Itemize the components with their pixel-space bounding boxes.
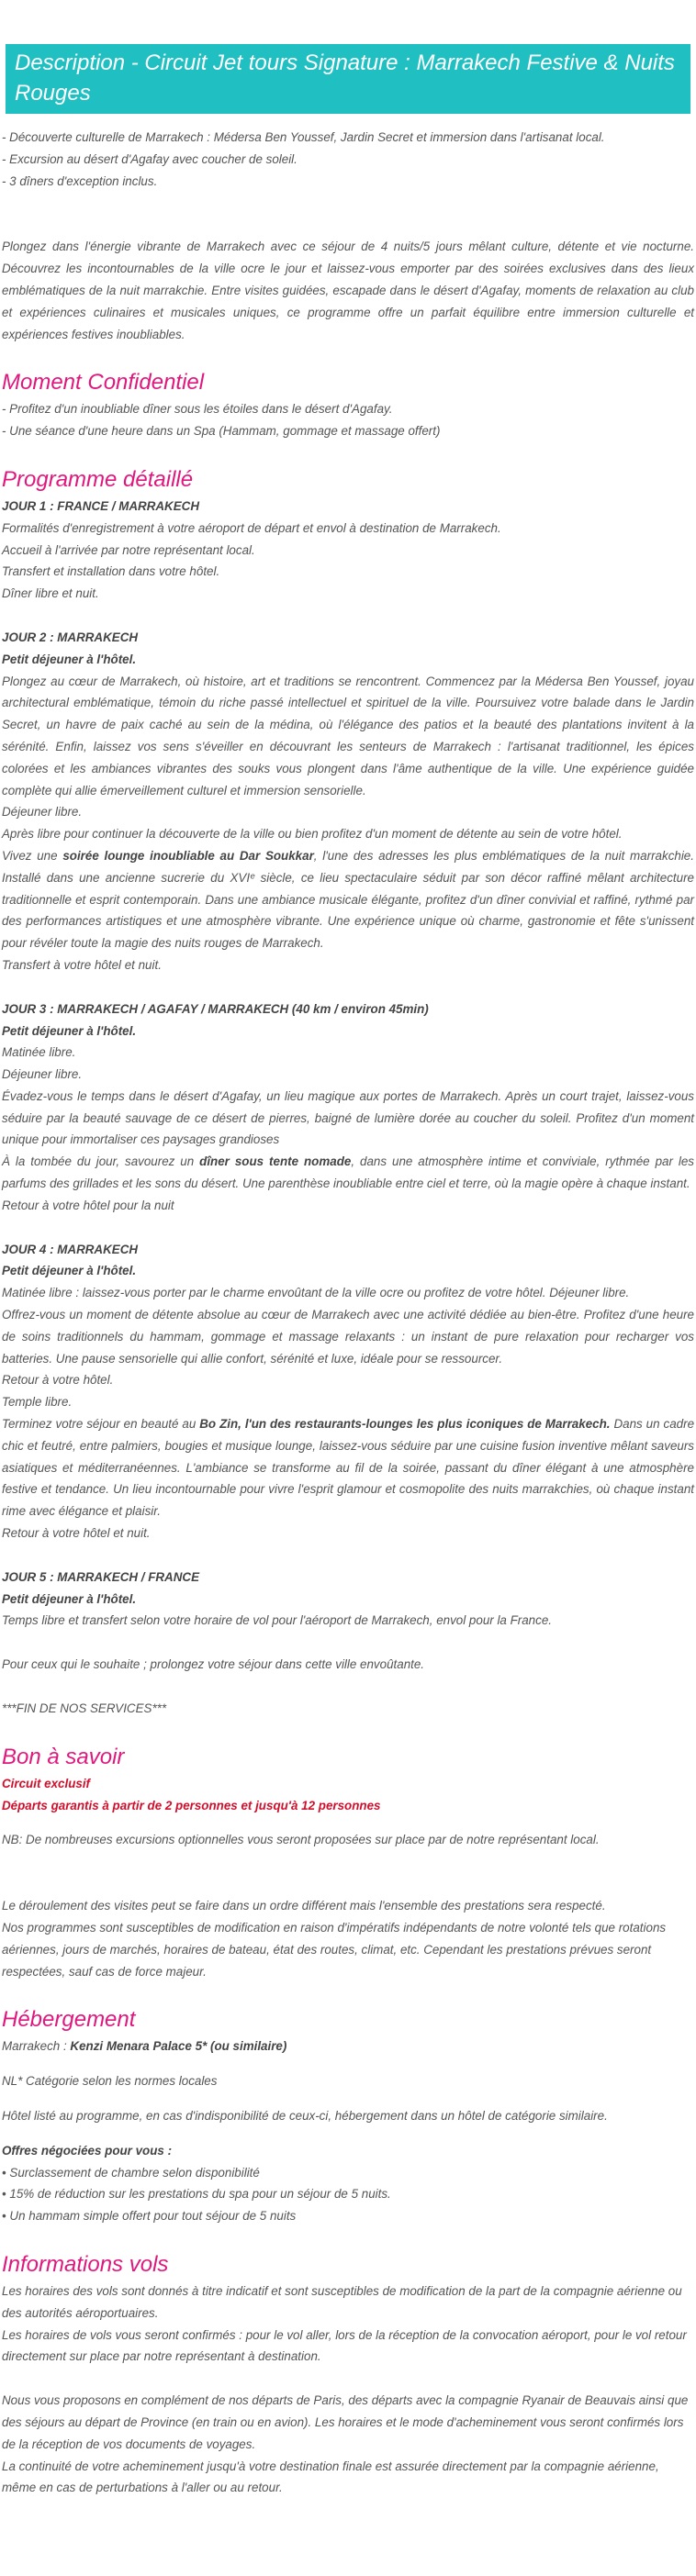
day-title: JOUR 2 : MARRAKECH <box>2 630 139 644</box>
intro-bullet: - 3 dîners d'exception inclus. <box>2 173 158 188</box>
intro-bullet: - Excursion au désert d'Agafay avec coucher de soleil. <box>2 151 297 166</box>
day-line: Matinée libre. <box>2 1045 76 1060</box>
venue-name: soirée lounge inoubliable au Dar Soukkar <box>62 848 314 863</box>
info-line: Le déroulement des visites peut se faire dans un ordre différent mais l'ensemble des prestations sera respecté. <box>2 1899 606 1913</box>
vols-line: Nous vous proposons en complément de nos départs de Paris, des départs avec la compagnie Ryanair de Beauvais ainsi que des séjours au départ de Province (en train ou en avion). Les horaires et le mode d'acheminement vous seront confirmés lors de la réception de vos documents de voyages. <box>2 2393 689 2451</box>
offre-item: • Un hammam simple offert pour tout séjour de 5 nuits <box>2 2209 297 2224</box>
title-banner <box>6 44 690 114</box>
hotel-line: Marrakech : Kenzi Menara Palace 5* (ou similaire) <box>2 2039 287 2054</box>
hebergement-heading: Hébergement <box>2 2007 136 2033</box>
hotel-name: Kenzi Menara Palace 5* (ou similaire) <box>70 2039 287 2054</box>
breakfast-line: Petit déjeuner à l'hôtel. <box>2 652 137 666</box>
offre-item: • 15% de réduction sur les prestations du spa pour un séjour de 5 nuits. <box>2 2187 391 2202</box>
hotel-note: Hôtel listé au programme, en cas d'indisponibilité de ceux-ci, hébergement dans un hôtel de catégorie similaire. <box>2 2108 608 2123</box>
day-line: Retour à votre hôtel pour la nuit <box>2 1198 174 1212</box>
breakfast-line: Petit déjeuner à l'hôtel. <box>2 1023 137 1038</box>
day-1 <box>2 496 694 605</box>
day-line: Transfert à votre hôtel et nuit. <box>2 957 162 972</box>
offre-item: • Surclassement de chambre selon disponibilité <box>2 2165 260 2180</box>
intro-bullet: - Découverte culturelle de Marrakech : Médersa Ben Youssef, Jardin Secret et immersion dans l'artisanat local. <box>2 130 605 144</box>
moment-heading: Moment Confidentiel <box>2 370 205 396</box>
day-line: Formalités d'enregistrement à votre aéroport de départ et envol à destination de Marrakech. <box>2 520 501 535</box>
day-paragraph: Offrez-vous un moment de détente absolue au cœur de Marrakech avec une activité dédiée au bien-être. Profitez d'une heure de soins traditionnels du hammam, gommage et massage relaxants : un instant de pure relaxation pour recharger vos batteries. Une pause sensorielle qui allie confort, sérénité et luxe, idéale pour se ressourcer. <box>2 1308 694 1366</box>
departs-garantis: Départs garantis à partir de 2 personnes et jusqu'à 12 personnes <box>2 1798 381 1812</box>
day-line: Déjeuner libre. <box>2 1067 83 1082</box>
page-title: Description - Circuit Jet tours Signature : Marrakech Festive & Nuits Rouges <box>15 50 675 106</box>
day-line: Retour à votre hôtel. <box>2 1373 114 1388</box>
day-3 <box>2 998 694 1217</box>
vols-line: La continuité de votre acheminement jusqu'à votre destination finale est assurée directement par la compagnie aérienne, même en cas de perturbations à l'aller ou au retour. <box>2 2459 659 2495</box>
page <box>0 44 696 2499</box>
day-line: Accueil à l'arrivée par notre représentant local. <box>2 542 255 557</box>
day-2 <box>2 627 694 976</box>
circuit-exclusif: Circuit exclusif <box>2 1776 90 1790</box>
day-4 <box>2 1239 694 1544</box>
day-paragraph: Vivez une soirée lounge inoubliable au Dar Soukkar, l'une des adresses les plus emblématiques de la nuit marrakchie. Installé dans une ancienne sucrerie du XVIᵉ siècle, ce lieu spectaculaire séduit par son décor raffiné mêlant architecture traditionnelle et esprit contemporain. Dans une ambiance musicale élégante, profitez d'un dîner convivial et raffiné, rythmé par des performances artistiques et une atmosphère vibrante. Une expérience unique où charme, gastronomie et fête s'unissent pour révéler toute la magie des nuits rouges de Marrakech. <box>2 848 694 951</box>
intro-paragraph: Plongez dans l'énergie vibrante de Marrakech avec ce séjour de 4 nuits/5 jours mêlant culture, détente et vie nocturne. Découvrez les incontournables de la ville ocre le jour et laissez-vous emporter par des soirées exclusives dans des lieux emblématiques de la nuit marrakchie. Entre visites guidées, escapade dans le désert d'Agafay, moments de relaxation au club et expériences culinaires et musicales uniques, ce programme offre un parfait équilibre entre immersion culturelle et expériences festives inoubliables. <box>2 240 694 341</box>
day-paragraph: Matinée libre : laissez-vous porter par le charme envoûtant de la ville ocre ou profitez de votre hôtel. Déjeuner libre. <box>2 1286 630 1300</box>
day-line: Temple libre. <box>2 1395 73 1410</box>
moment-line: - Profitez d'un inoubliable dîner sous les étoiles dans le désert d'Agafay. <box>2 402 393 417</box>
day-title: JOUR 3 : MARRAKECH / AGAFAY / MARRAKECH (40 km / environ 45min) <box>2 1001 429 1016</box>
vols-heading: Informations vols <box>2 2251 169 2277</box>
nb-note: NB: De nombreuses excursions optionnelles vous seront proposées sur place par de notre représentant local. <box>2 1833 600 1847</box>
programme-heading: Programme détaillé <box>2 466 194 492</box>
vols-line: Les horaires de vols vous seront confirmés : pour le vol aller, lors de la réception de la convocation aéroport, pour le vol retour directement sur place par notre représentant à destination. <box>2 2327 687 2364</box>
day-line: Temps libre et transfert selon votre horaire de vol pour l'aéroport de Marrakech, envol pour la France. <box>2 1613 552 1628</box>
day-5 <box>2 1567 694 1632</box>
nl-note: NL* Catégorie selon les normes locales <box>2 2074 218 2089</box>
day-title: JOUR 1 : FRANCE / MARRAKECH <box>2 498 200 513</box>
day-paragraph: Évadez-vous le temps dans le désert d'Agafay, un lieu magique aux portes de Marrakech. Après un court trajet, laissez-vous séduire par la beauté sauvage de ce désert de pierres, baigné de lumière dorée au coucher du soleil. Profitez d'un moment unique pour immortaliser ces paysages grandioses <box>2 1088 694 1147</box>
day-title: JOUR 4 : MARRAKECH <box>2 1242 139 1256</box>
content <box>0 114 696 2499</box>
extend-stay: Pour ceux qui le souhaite ; prolongez votre séjour dans cette ville envoûtante. <box>2 1657 425 1672</box>
end-services: ***FIN DE NOS SERVICES*** <box>2 1701 167 1716</box>
day-paragraph: Plongez au cœur de Marrakech, où histoire, art et traditions se rencontrent. Commencez par la Médersa Ben Youssef, joyau architectural emblématique, témoin du riche passé intellectuel et spirituel de la ville. Poursuivez votre balade dans le Jardin Secret, un havre de paix caché au sein de la médina, où l'élégance des patios et la beauté des plantations invitent à la sérénité. Enfin, laissez vos sens s'éveiller en découvrant les senteurs de Marrakech : l'artisanat traditionnel, les épices colorées et les ambiances vibrantes des souks vous plongent dans l'âme authentique de la ville. Une expérience guidée complète qui allie émerveillement culturel et immersion sensorielle. <box>2 674 694 797</box>
dinner-name: dîner sous tente nomade <box>199 1154 352 1169</box>
moment-line: - Une séance d'une heure dans un Spa (Hammam, gommage et massage offert) <box>2 424 441 439</box>
offres-title: Offres négociées pour vous : <box>2 2143 173 2158</box>
day-line: Dîner libre et nuit. <box>2 586 99 601</box>
day-line: Transfert et installation dans votre hôtel. <box>2 564 220 579</box>
day-line: Après libre pour continuer la découverte de la ville ou bien profitez d'un moment de détente au sein de votre hôtel. <box>2 827 623 842</box>
venue-name: Bo Zin, l'un des restaurants-lounges les plus iconiques de Marrakech. <box>199 1417 611 1432</box>
day-line: Déjeuner libre. <box>2 805 83 820</box>
info-line: Nos programmes sont susceptibles de modification en raison d'impératifs indépendants de notre volonté tels que rotations aériennes, jours de marchés, horaires de bateau, état des routes, climat, etc. Cependant les prestations prévues seront respectées, sauf cas de force majeur. <box>2 1921 667 1979</box>
bon-a-savoir-heading: Bon à savoir <box>2 1744 125 1769</box>
breakfast-line: Petit déjeuner à l'hôtel. <box>2 1591 137 1606</box>
day-line: Retour à votre hôtel et nuit. <box>2 1526 151 1541</box>
vols-line: Les horaires des vols sont donnés à titre indicatif et sont susceptibles de modification de la part de la compagnie aérienne ou des autorités aéroportuaires. <box>2 2283 682 2320</box>
breakfast-line: Petit déjeuner à l'hôtel. <box>2 1264 137 1278</box>
day-paragraph: À la tombée du jour, savourez un dîner sous tente nomade, dans une atmosphère intime et conviviale, rythmée par les parfums des grillades et les sons du désert. Une parenthèse inoubliable entre ciel et terre, où la magie opère à chaque instant. <box>2 1154 695 1191</box>
day-title: JOUR 5 : MARRAKECH / FRANCE <box>2 1569 200 1584</box>
day-paragraph: Terminez votre séjour en beauté au Bo Zin, l'un des restaurants-lounges les plus iconiques de Marrakech. Dans un cadre chic et feutré, entre palmiers, bougies et musique lounge, laissez-vous séduire par une cuisine fusion inventive mêlant saveurs asiatiques et méditerranéennes. L'ambiance se transforme au fil de la soirée, passant du dîner élégant à une atmosphère festive et tendance. Un lieu incontournable pour vivre l'esprit glamour et cosmopolite des nuits marrakchies, où chaque instant rime avec élégance et plaisir. <box>2 1417 695 1519</box>
